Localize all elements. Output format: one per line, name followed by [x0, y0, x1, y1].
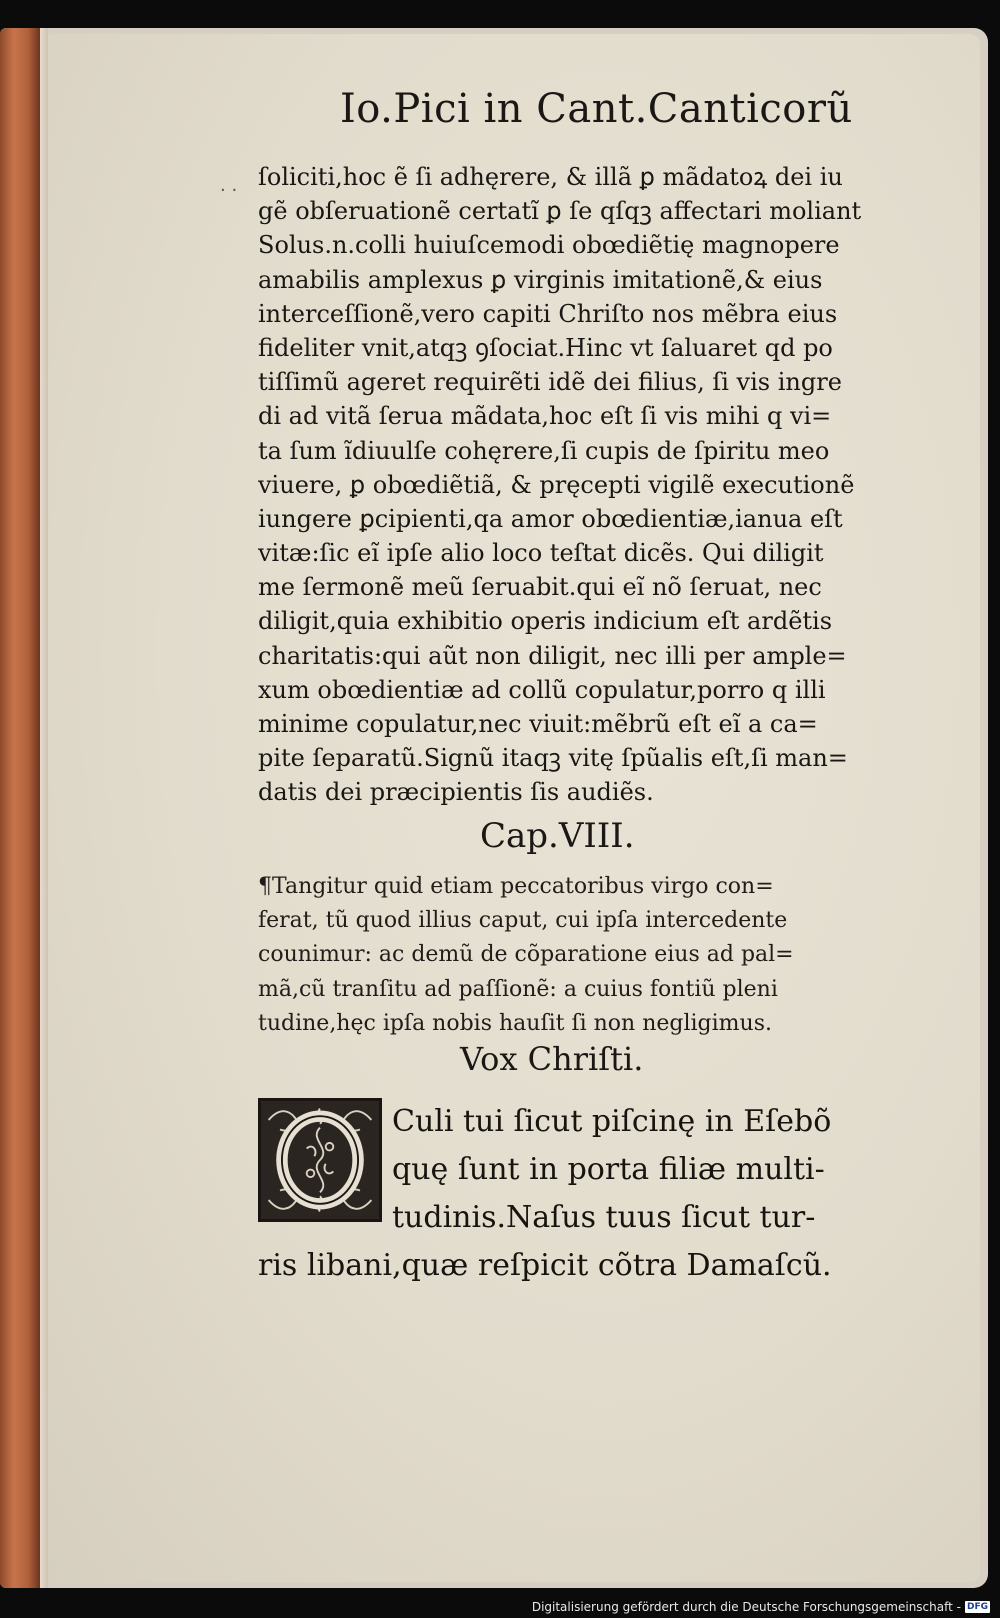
- text-line: Solus.n.colli huiuſcemodi obœdiẽtię magnopere: [258, 231, 840, 260]
- summary-line: mã,cũ tranſitu ad paſſionẽ: a cuius fontiũ pleni: [258, 976, 778, 1002]
- verse-line: Culi tui ſicut piſcinę in Eſebõ: [392, 1104, 832, 1139]
- verse-line: ris libani,quæ reſpicit cõtra Damaſcũ.: [258, 1248, 832, 1283]
- voice-heading: Vox Chriſti.: [460, 1040, 644, 1078]
- chapter-summary: [258, 870, 898, 1041]
- text-line: vitæ:ſic eĩ ipſe alio loco teſtat dicẽs. Qui diligit: [258, 539, 824, 568]
- page-edge: [40, 28, 48, 1588]
- summary-line: ferat, tũ quod illius caput, cui ipſa intercedente: [258, 908, 788, 934]
- summary-line: counimur: ac demũ de cõparatione eius ad pal=: [258, 942, 794, 968]
- text-line: diligit,quia exhibitio operis indicium eſt ardẽtis: [258, 607, 833, 636]
- text-line: interceſſionẽ,vero capiti Chriſto nos mẽbra eius: [258, 299, 838, 328]
- body-text: [258, 160, 898, 810]
- summary-line: tudine,hęc ipſa nobis hauſit ſi non negligimus.: [258, 1010, 772, 1036]
- text-line: minime copulatur,nec viuit:mẽbrũ eſt eĩ a ca=: [258, 710, 818, 738]
- verse-text: [258, 1098, 898, 1290]
- summary-line: ¶Tangitur quid etiam peccatoribus virgo con=: [258, 874, 774, 899]
- running-head: Io.Pici in Cant.Canticorũ: [340, 86, 853, 132]
- text-line: viuere, ꝑ obœdiẽtiã, & pręcepti vigilẽ executionẽ: [258, 470, 855, 499]
- text-line: fideliter vnit,atqꝫ ꝯſociat.Hinc vt ſaluaret qd po: [258, 333, 833, 362]
- text-line: iungere ꝑcipienti,qa amor obœdientiæ,ianua eſt: [258, 504, 843, 533]
- text-line: gẽ obſeruationẽ certatĩ ꝑ ſe qſqꝫ affectari moliant: [258, 197, 862, 226]
- verse-line: tudinis.Naſus tuus ſicut tur-: [392, 1200, 816, 1235]
- text-line: ta ſum ĩdiuulſe cohęrere,ſi cupis de ſpiritu meo: [258, 436, 830, 465]
- text-line: datis dei præcipientis ſis audiẽs.: [258, 778, 654, 807]
- margin-mark: · ·: [220, 180, 238, 201]
- text-line: amabilis amplexus ꝑ virginis imitationẽ,& eius: [258, 265, 823, 294]
- chapter-heading: Cap.VIII.: [480, 816, 635, 856]
- verse-line: quę ſunt in porta filiæ multi-: [392, 1152, 825, 1187]
- book-spine: [0, 28, 40, 1588]
- digitization-footer: [532, 1600, 990, 1614]
- text-line: ſoliciti,hoc ẽ ſi adhęrere, & illã ꝑ mãdatoꝝ dei iu: [258, 163, 843, 191]
- dfg-logo-icon: DFG: [966, 1602, 988, 1612]
- text-line: pite ſeparatũ.Signũ itaqꝫ vitę ſpũalis eſt,ſi man=: [258, 744, 848, 773]
- text-line: charitatis:qui aũt non diligit, nec illi per ample=: [258, 641, 847, 670]
- footer-text: Digitalisierung gefördert durch die Deutsche Forschungsgemeinschaft -: [531, 1600, 961, 1614]
- text-line: me ſermonẽ meũ ſeruabit.qui eĩ nõ ſeruat, nec: [258, 573, 822, 602]
- text-line: di ad vitã ſerua mãdata,hoc eſt ſi vis mihi q vi=: [258, 402, 832, 431]
- text-line: tiſſimũ ageret requirẽti idẽ dei filius, ſi vis ingre: [258, 368, 842, 397]
- book: [0, 28, 988, 1588]
- text-line: xum obœdientiæ ad collũ copulatur,porro q illi: [258, 675, 826, 704]
